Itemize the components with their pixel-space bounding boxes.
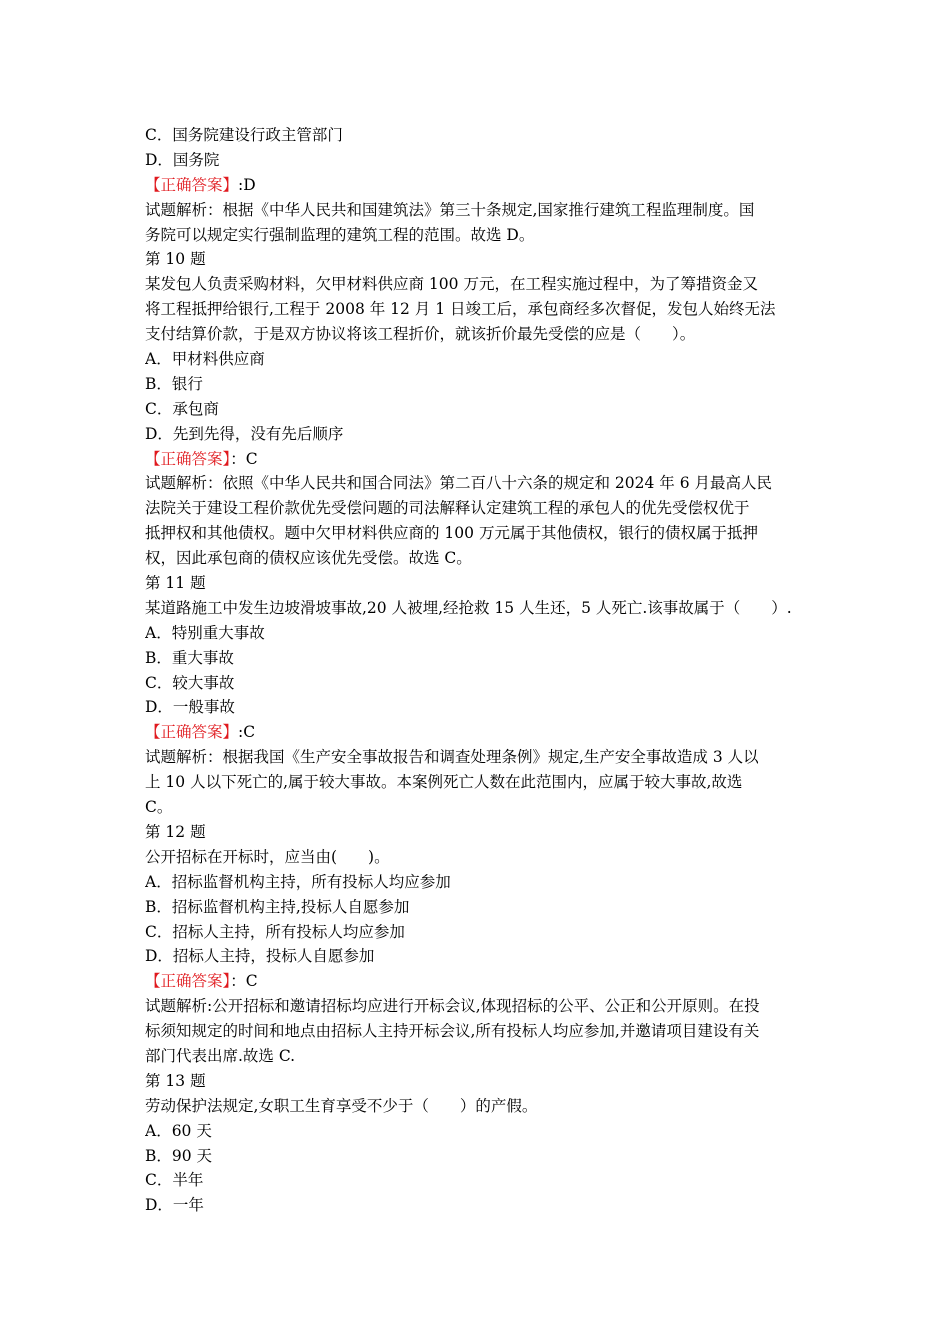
analysis-line: 部门代表出席.故选 C. — [145, 1046, 296, 1065]
option-b: B．招标监督机构主持,投标人自愿参加 — [145, 897, 410, 916]
option-d: D．招标人主持，投标人自愿参加 — [145, 947, 375, 966]
question-stem-line: 某发包人负责采购材料，欠甲材料供应商 100 万元，在工程实施过程中，为了筹措资金又 — [145, 275, 758, 294]
question-13 — [145, 1069, 809, 1218]
analysis-line: 务院可以规定实行强制监理的建筑工程的范围。故选 D。 — [145, 225, 535, 244]
option-b: B．90 天 — [145, 1146, 213, 1165]
question-10 — [145, 247, 809, 571]
analysis-line: 法院关于建设工程价款优先受偿问题的司法解释认定建筑工程的承包人的优先受偿权优于 — [145, 499, 750, 518]
answer-line — [145, 447, 809, 472]
question-stem-line: 劳动保护法规定,女职工生育享受不少于（ ）的产假。 — [145, 1096, 538, 1115]
question-stem-line: 将工程抵押给银行,工程于 2008 年 12 月 1 日竣工后，承包商经多次督促，发包人始终无法 — [145, 300, 776, 319]
question-title: 第 12 题 — [145, 822, 206, 841]
answer-value: ：C — [230, 449, 258, 468]
analysis-line: 试题解析：根据《中华人民共和国建筑法》第三十条规定,国家推行建筑工程监理制度。国 — [145, 200, 755, 219]
analysis-line: C。 — [145, 798, 173, 817]
analysis-line: 抵押权和其他债权。题中欠甲材料供应商的 100 万元属于其他债权，银行的债权属于抵押 — [145, 524, 758, 543]
analysis-line: 上 10 人以下死亡的,属于较大事故。本案例死亡人数在此范围内，应属于较大事故,故选 — [145, 773, 743, 792]
answer-value: :C — [238, 723, 256, 742]
question-title: 第 11 题 — [145, 574, 206, 593]
analysis-line: 试题解析：依照《中华人民共和国合同法》第二百八十六条的规定和 2024 年 6 月最高人民 — [145, 474, 773, 493]
answer-label: 【正确答案】 — [145, 449, 231, 468]
option-a: A．甲材料供应商 — [145, 350, 265, 369]
analysis-line: 试题解析：根据我国《生产安全事故报告和调查处理条例》规定,生产安全事故造成 3 人以 — [145, 748, 759, 767]
answer-line — [145, 969, 809, 994]
answer-label: 【正确答案】 — [145, 175, 239, 194]
option-c: C．半年 — [145, 1171, 204, 1190]
document-page — [145, 123, 809, 1218]
question-stem-line: 某道路施工中发生边坡滑坡事故,20 人被埋,经抢救 15 人生还，5 人死亡.该事故属于（ ）. — [145, 598, 792, 617]
option-d: D．一般事故 — [145, 698, 235, 717]
option-c: C．招标人主持，所有投标人均应参加 — [145, 922, 405, 941]
answer-line — [145, 720, 809, 745]
option-d: D．一年 — [145, 1196, 204, 1215]
option-a: A．招标监督机构主持，所有投标人均应参加 — [145, 872, 451, 891]
analysis-line: 试题解析:公开招标和邀请招标均应进行开标会议,体现招标的公平、公正和公开原则。在投 — [145, 997, 760, 1016]
answer-value: :D — [238, 175, 256, 194]
answer-value: ：C — [230, 972, 258, 991]
question-stem-line: 公开招标在开标时，应当由( )。 — [145, 847, 390, 866]
analysis-line: 标须知规定的时间和地点由招标人主持开标会议,所有投标人均应参加,并邀请项目建设有关 — [145, 1022, 760, 1041]
option-d: D．先到先得，没有先后顺序 — [145, 424, 344, 443]
option-a: A．特别重大事故 — [145, 623, 265, 642]
option-c: C．承包商 — [145, 399, 219, 418]
question-title: 第 13 题 — [145, 1071, 206, 1090]
analysis-line: 权，因此承包商的债权应该优先受偿。故选 C。 — [145, 549, 472, 568]
option-c: C．国务院建设行政主管部门 — [145, 126, 343, 144]
question-11 — [145, 571, 809, 820]
question-title: 第 10 题 — [145, 250, 206, 269]
option-c: C．较大事故 — [145, 673, 235, 692]
answer-label: 【正确答案】 — [145, 972, 231, 991]
option-b: B．银行 — [145, 374, 203, 393]
option-b: B．重大事故 — [145, 648, 234, 667]
option-d: D．国务院 — [145, 150, 220, 169]
question-12 — [145, 820, 809, 1069]
question-9-continued — [145, 123, 809, 247]
option-a: A．60 天 — [145, 1121, 212, 1140]
question-stem-line: 支付结算价款，于是双方协议将该工程折价，就该折价最先受偿的应是（ ）。 — [145, 325, 696, 344]
answer-line — [145, 173, 809, 198]
answer-label: 【正确答案】 — [145, 723, 239, 742]
